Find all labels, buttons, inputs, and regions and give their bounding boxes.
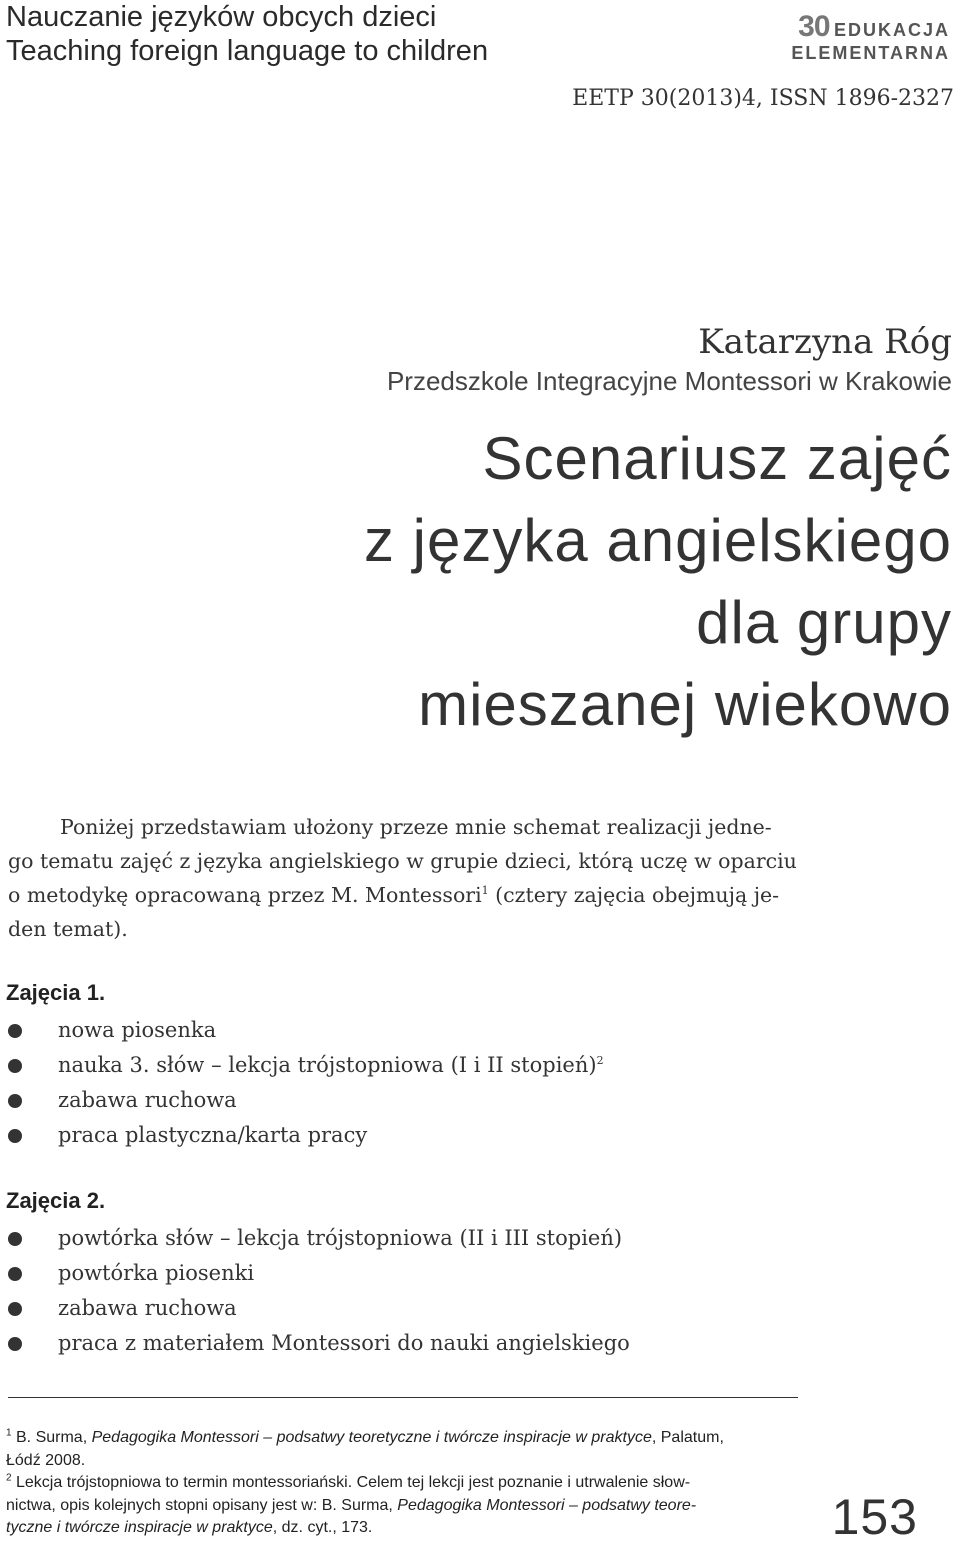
list-item: nowa piosenka bbox=[8, 1013, 604, 1048]
list-item: nauka 3. słów – lekcja trójstopniowa (I i II stopień)$^2$ bbox=[8, 1048, 604, 1083]
intro-text: (cztery zajęcia obejmują je- bbox=[488, 883, 780, 907]
footnotes bbox=[6, 1427, 806, 1540]
section-title bbox=[6, 0, 488, 68]
intro-line: go tematu zajęć z języka angielskiego w grupie dzieci, którą uczę w oparciu bbox=[8, 849, 797, 873]
footnote-2: $^2$ Lekcja trójstopniowa to termin montessoriański. Celem tej lekcji jest poznanie i utrwalenie słow- bbox=[6, 1472, 691, 1491]
footnote-1: $^1$ B. Surma, Pedagogika Montessori – podsatwy teoretyczne i twórcze inspiracje w praktyce, Palatum, bbox=[6, 1427, 724, 1446]
section-title-pl: Nauczanie języków obcych dzieci bbox=[6, 1, 437, 33]
list-item: powtórka piosenki bbox=[8, 1256, 630, 1291]
journal-name-line2: ELEMENTARNA bbox=[791, 43, 950, 63]
section-title-en: Teaching foreign language to children bbox=[6, 35, 489, 67]
list-item: zabawa ruchowa bbox=[8, 1083, 604, 1118]
bullet-icon bbox=[8, 1094, 22, 1108]
bullet-icon bbox=[8, 1267, 22, 1281]
list-item: powtórka słów – lekcja trójstopniowa (II i III stopień) bbox=[8, 1221, 630, 1256]
list-item: praca plastyczna/karta pracy bbox=[8, 1118, 604, 1153]
session-1-title: Zajęcia 1. bbox=[6, 980, 106, 1005]
intro-line: Poniżej przedstawiam ułożony przeze mnie schemat realizacji jedne- bbox=[60, 815, 772, 839]
footnote-1-cont: Łódź 2008. bbox=[6, 1451, 86, 1469]
journal-number: 30 bbox=[798, 10, 830, 43]
title-line: dla grupy bbox=[696, 589, 952, 656]
footnote-ref-1[interactable]: 1 bbox=[481, 884, 489, 898]
list-item: zabawa ruchowa bbox=[8, 1291, 630, 1326]
intro-line: den temat). bbox=[8, 917, 128, 941]
bullet-icon bbox=[8, 1302, 22, 1316]
title-line: Scenariusz zajęć bbox=[482, 425, 952, 492]
issn-line: EETP 30(2013)4, ISSN 1896-2327 bbox=[572, 86, 954, 111]
article-title bbox=[364, 418, 952, 746]
session-1-list bbox=[8, 1013, 604, 1153]
intro-line bbox=[8, 878, 778, 912]
author-affiliation: Przedszkole Integracyjne Montessori w Krakowie bbox=[386, 366, 952, 396]
bullet-icon bbox=[8, 1337, 22, 1351]
bullet-icon bbox=[8, 1129, 22, 1143]
session-2-list bbox=[8, 1221, 630, 1361]
footnote-ref-2[interactable]: 2 bbox=[596, 1054, 604, 1067]
bullet-icon bbox=[8, 1059, 22, 1073]
bullet-icon bbox=[8, 1232, 22, 1246]
page-number: 153 bbox=[831, 1489, 918, 1545]
footnote-2-cont: tyczne i twórcze inspiracje w praktyce, dz. cyt., 173. bbox=[6, 1519, 373, 1536]
list-item: praca z materiałem Montessori do nauki angielskiego bbox=[8, 1326, 630, 1361]
bullet-icon bbox=[8, 1024, 22, 1038]
intro-paragraph bbox=[8, 810, 797, 946]
footnote-divider bbox=[8, 1397, 798, 1398]
journal-logo bbox=[791, 12, 950, 62]
author-name: Katarzyna Róg bbox=[698, 322, 952, 362]
session-2-title: Zajęcia 2. bbox=[6, 1188, 106, 1213]
title-line: mieszanej wiekowo bbox=[418, 671, 952, 738]
title-line: z języka angielskiego bbox=[364, 507, 952, 574]
footnote-2-cont: nictwa, opis kolejnych stopni opisany jest w: B. Surma, Pedagogika Montessori – podsatwy teore- bbox=[6, 1496, 697, 1514]
intro-text: o metodykę opracowaną przez M. Montessori bbox=[8, 883, 482, 907]
journal-name-line1: EDUKACJA bbox=[833, 20, 950, 40]
